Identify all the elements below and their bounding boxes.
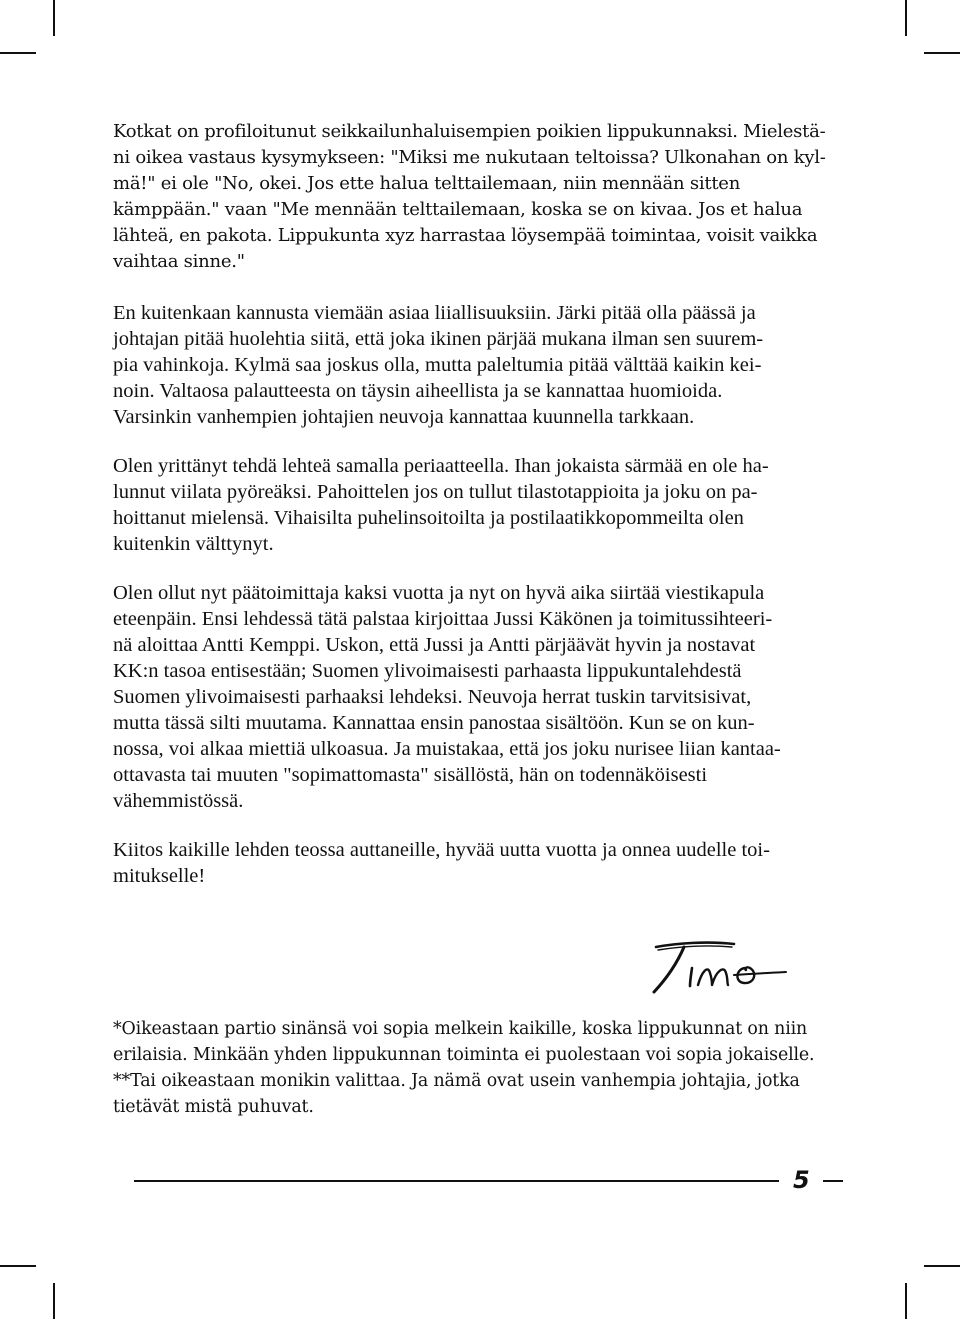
- crop-mark-bottom-right-vertical: [905, 1283, 907, 1319]
- text-line: Kotkat on profiloitunut seikkailunhaluisempien poikien lippukunnaksi. Mielestä-: [113, 121, 826, 142]
- footnote-line: tietävät mistä puhuvat.: [113, 1097, 314, 1117]
- text-line: Olen ollut nyt päätoimittaja kaksi vuotta ja nyt on hyvä aika siirtää viestikapula: [113, 582, 765, 604]
- crop-mark-top-left-horizontal: [0, 52, 36, 54]
- text-line: Suomen ylivoimaisesti parhaaksi lehdeksi. Neuvoja herrat tuskin tarvitsisivat,: [113, 686, 752, 708]
- text-line: Olen yrittänyt tehdä lehteä samalla periaatteella. Ihan jokaista särmää en ole ha-: [113, 455, 769, 477]
- crop-mark-bottom-left-horizontal: [0, 1265, 36, 1267]
- crop-mark-top-left-vertical: [53, 0, 55, 36]
- footnotes: [113, 1016, 848, 1120]
- text-line: Kiitos kaikille lehden teossa auttaneille, hyvää uutta vuotta ja onnea uudelle toi-: [113, 839, 770, 861]
- text-line: ni oikea vastaus kysymykseen: "Miksi me nukutaan teltoissa? Ulkonahan on kyl-: [113, 147, 826, 168]
- crop-mark-bottom-right-horizontal: [924, 1265, 960, 1267]
- text-line: nossa, voi alkaa miettiä ulkoasua. Ja muistakaa, että jos joku nurisee liian kantaa-: [113, 738, 781, 760]
- footer-dash: [823, 1180, 843, 1182]
- text-line: vähemmistössä.: [113, 790, 244, 812]
- page-number: 5: [793, 1166, 810, 1194]
- text-line: lunnut viilata pyöreäksi. Pahoittelen jos on tullut tilastotappioita ja joku on pa-: [113, 481, 758, 503]
- text-line: vaihtaa sinne.": [113, 251, 245, 272]
- text-line: kämppään." vaan "Me mennään telttailemaan, koska se on kivaa. Jos et halua: [113, 199, 803, 220]
- paragraph-intro: [113, 119, 848, 275]
- text-line: johtajan pitää huolehtia siitä, että joka ikinen pärjää mukana ilman sen suurem-: [113, 328, 764, 350]
- paragraph-handover: [113, 580, 848, 814]
- footer-rule: [134, 1180, 779, 1182]
- text-line: pia vahinkoja. Kylmä saa joskus olla, mutta paleltumia pitää välttää kaikin kei-: [113, 354, 762, 376]
- crop-mark-top-right-horizontal: [924, 52, 960, 54]
- text-line: mutta tässä silti muutama. Kannattaa ensin panostaa sisältöön. Kun se on kun-: [113, 712, 755, 734]
- text-line: lähteä, en pakota. Lippukunta xyz harrastaa löysempää toimintaa, voisit vaikka: [113, 225, 818, 246]
- text-line: noin. Valtaosa palautteesta on täysin aiheellista ja se kannattaa huomioida.: [113, 380, 723, 402]
- text-line: Varsinkin vanhempien johtajien neuvoja kannattaa kuunnella tarkkaan.: [113, 406, 695, 428]
- text-line: hoittanut mielensä. Vihaisilta puhelinsoitoilta ja postilaatikkopommeilta olen: [113, 507, 744, 529]
- footnote-line: erilaisia. Minkään yhden lippukunnan toiminta ei puolestaan voi sopia jokaiselle.: [113, 1045, 815, 1065]
- footnote-line: **Tai oikeastaan monikin valittaa. Ja nämä ovat usein vanhempia johtajia, jotka: [113, 1071, 800, 1091]
- footnote-line: *Oikeastaan partio sinänsä voi sopia melkein kaikille, koska lippukunnat on niin: [113, 1019, 808, 1039]
- text-line: ottavasta tai muuten "sopimattomasta" sisällöstä, hän on todennäköisesti: [113, 764, 708, 786]
- text-line: kuitenkin välttynyt.: [113, 533, 274, 555]
- text-line: mä!" ei ole "No, okei. Jos ette halua telttailemaan, niin mennään sitten: [113, 173, 741, 194]
- signature: [638, 935, 798, 997]
- crop-mark-top-right-vertical: [905, 0, 907, 36]
- text-line: En kuitenkaan kannusta viemään asiaa liiallisuuksiin. Järki pitää olla päässä ja: [113, 302, 756, 324]
- text-line: eteenpäin. Ensi lehdessä tätä palstaa kirjoittaa Jussi Käkönen ja toimitussihteeri-: [113, 608, 773, 630]
- paragraph-thanks: [113, 837, 848, 889]
- text-line: KK:n tasoa entisestään; Suomen ylivoimaisesti parhaasta lippukuntalehdestä: [113, 660, 742, 682]
- paragraph-editorial-principle: [113, 453, 848, 557]
- text-line: mitukselle!: [113, 865, 206, 887]
- crop-mark-bottom-left-vertical: [53, 1283, 55, 1319]
- paragraph-moderation: [113, 300, 848, 430]
- text-line: nä aloittaa Antti Kemppi. Uskon, että Jussi ja Antti pärjäävät hyvin ja nostavat: [113, 634, 756, 656]
